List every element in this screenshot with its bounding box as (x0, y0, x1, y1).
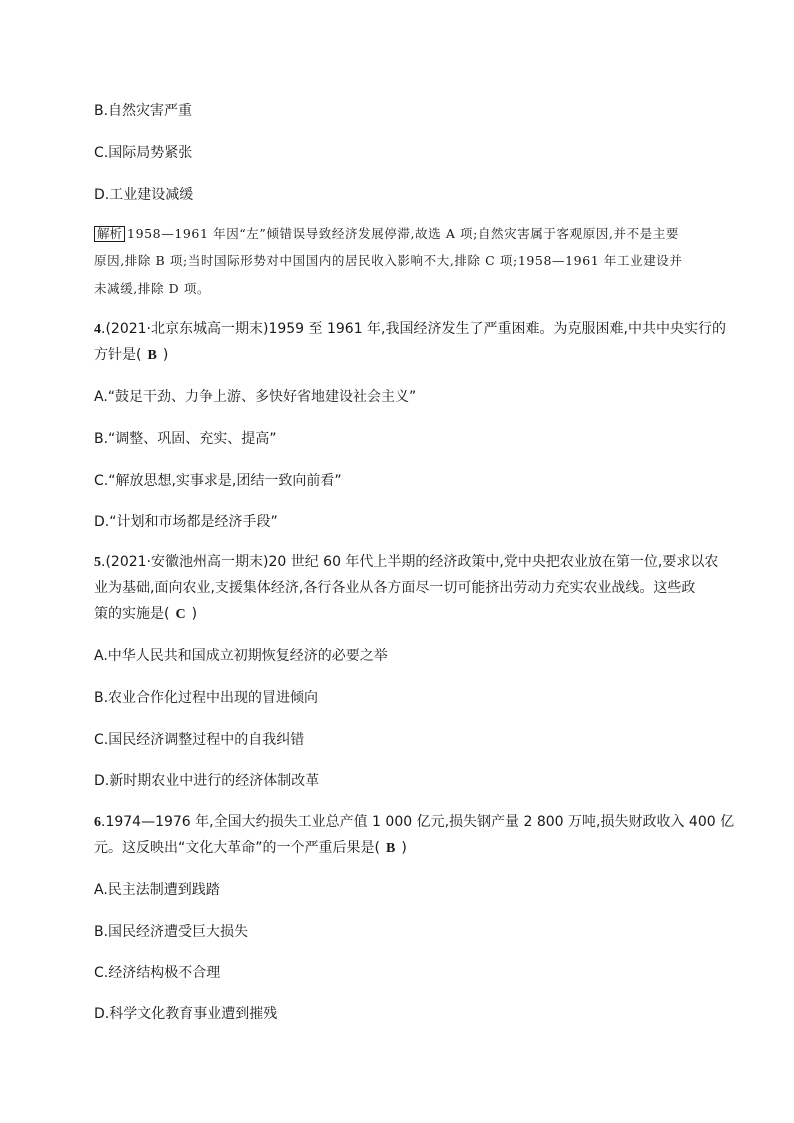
q6-stem-text-2: 元。这反映出“文化大革命”的一个严重后果是( (94, 840, 380, 856)
q4-stem-line-2 (94, 347, 168, 364)
q5-stem-text-3: 策的实施是( (94, 606, 170, 622)
q5-stem-line-3 (94, 606, 197, 623)
q6-stem-line-2 (94, 840, 407, 857)
q5-stem-line-2: 业为基础,面向农业,支援集体经济,各行各业从各方面尽一切可能挤出劳动力充实农业战线。这些政 (94, 580, 696, 596)
q4-option-d: D.“计划和市场都是经济手段” (94, 514, 278, 530)
q4-answer: B (147, 348, 157, 363)
q5-answer: C (175, 607, 186, 622)
q3-option-d: D.工业建设减缓 (94, 187, 194, 203)
q3-option-c: C.国际局势紧张 (94, 145, 193, 161)
q6-stem-line-1 (94, 814, 734, 831)
q4-option-c: C.“解放思想,实事求是,团结一致向前看” (94, 473, 342, 489)
q4-option-b: B.“调整、巩固、充实、提高” (94, 431, 277, 447)
q3-explanation-text-1: 1958—1961 年因“左”倾错误导致经济发展停滞,故选 A 项;自然灾害属于客观原因,并不是主要 (127, 226, 680, 241)
q5-option-d: D.新时期农业中进行的经济体制改革 (94, 773, 320, 789)
q4-option-a: A.“鼓足干劲、力争上游、多快好省地建设社会主义” (94, 389, 417, 405)
q3-explanation-line-2: 原因,排除 B 项;当时国际形势对中国国内的居民收入影响不大,排除 C 项;1958—1961 年工业建设并 (94, 253, 683, 268)
q4-stem-close: ) (162, 347, 169, 363)
q5-stem-close: ) (191, 606, 198, 622)
q4-stem-text-2: 方针是( (94, 347, 142, 363)
q4-number: 4 (94, 322, 101, 337)
q4-stem-text-1: .(2021·北京东城高一期末)1959 至 1961 年,我国经济发生了严重困难。为克服困难,中共中央实行的 (101, 321, 726, 337)
q6-option-c: C.经济结构极不合理 (94, 965, 221, 981)
q3-explanation-line-3: 未减缓,排除 D 项。 (94, 281, 211, 296)
q3-explanation-line-1 (94, 226, 679, 242)
q5-stem-text-1: .(2021·安徽池州高一期末)20 世纪 60 年代上半期的经济政策中,党中央把农业放在第一位,要求以农 (101, 554, 719, 570)
q5-option-a: A.中华人民共和国成立初期恢复经济的必要之举 (94, 648, 388, 664)
q4-stem-line-1 (94, 321, 726, 338)
q5-number: 5 (94, 555, 101, 570)
q6-option-b: B.国民经济遭受巨大损失 (94, 924, 249, 940)
q5-option-c: C.国民经济调整过程中的自我纠错 (94, 732, 305, 748)
explanation-tag: 解析 (94, 226, 125, 242)
q6-stem-close: ) (401, 840, 407, 856)
q5-stem-line-1 (94, 554, 718, 571)
q6-number: 6 (94, 815, 101, 830)
q6-stem-text-1: .1974—1976 年,全国大约损失工业总产值 1 000 亿元,损失钢产量 2 800 万吨,损失财政收入 400 亿 (101, 814, 735, 830)
q3-option-b: B.自然灾害严重 (94, 103, 193, 119)
q6-answer: B (385, 841, 396, 856)
q6-option-d: D.科学文化教育事业遭到摧残 (94, 1006, 278, 1022)
q6-option-a: A.民主法制遭到践踏 (94, 882, 220, 898)
q5-option-b: B.农业合作化过程中出现的冒进倾向 (94, 690, 319, 706)
